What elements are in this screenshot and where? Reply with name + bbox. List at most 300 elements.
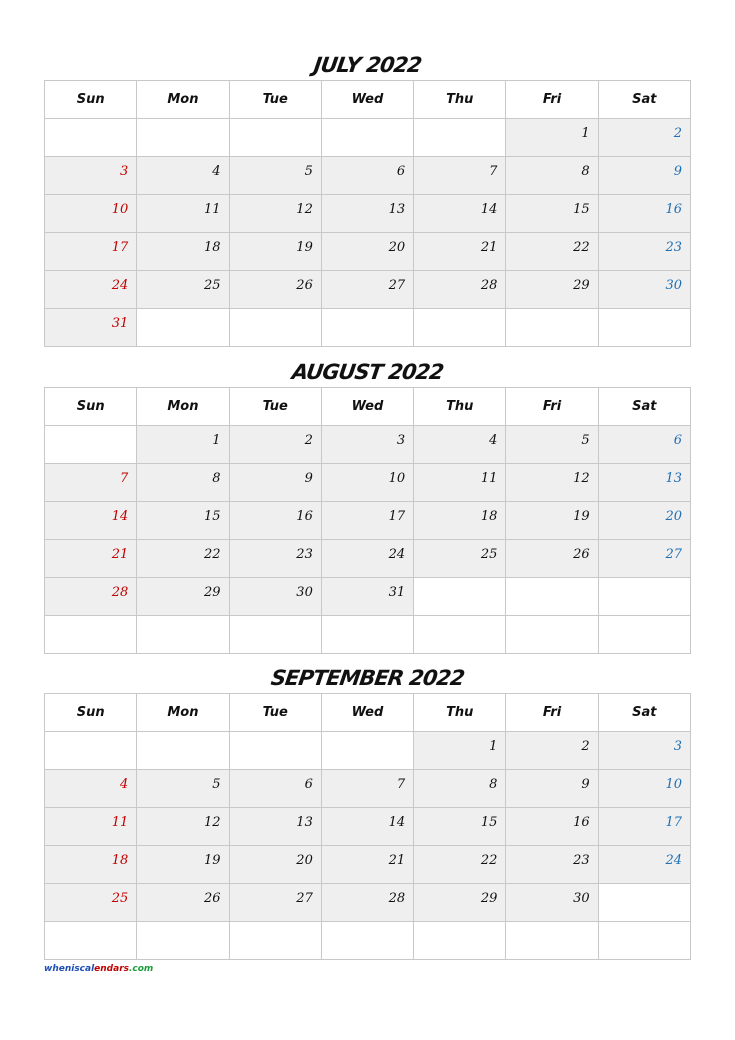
- day-number: 30: [296, 585, 313, 600]
- day-cell: [506, 770, 598, 808]
- day-number: 17: [111, 240, 129, 255]
- day-number: 12: [573, 471, 590, 486]
- footer-brand-link[interactable]: [44, 964, 153, 974]
- day-cell: [414, 157, 506, 195]
- day-cell: [321, 884, 413, 922]
- weekday-header: Mon: [137, 694, 229, 732]
- weekday-header: Wed: [321, 81, 413, 119]
- week-row: [45, 426, 691, 464]
- day-cell: [45, 271, 137, 309]
- weekday-header: Fri: [506, 81, 598, 119]
- day-cell: [45, 309, 137, 347]
- day-number: 15: [204, 509, 221, 524]
- weekday-header: Tue: [229, 388, 321, 426]
- day-number: 29: [204, 585, 221, 600]
- footer-text-part2: endars: [94, 964, 129, 974]
- weekday-header: Tue: [229, 694, 321, 732]
- day-cell: [598, 309, 690, 347]
- day-cell: [506, 808, 598, 846]
- day-cell: [598, 195, 690, 233]
- weekday-header-row: [45, 694, 691, 732]
- week-row: [45, 271, 691, 309]
- month-july: [44, 50, 691, 347]
- month-title: SEPTEMBER 2022: [269, 666, 466, 690]
- week-row: [45, 233, 691, 271]
- day-cell: [321, 271, 413, 309]
- day-cell: [414, 808, 506, 846]
- day-number: [405, 736, 413, 743]
- day-number: [405, 926, 413, 933]
- day-number: 10: [388, 471, 406, 486]
- day-cell: [414, 884, 506, 922]
- day-cell: [598, 426, 690, 464]
- day-number: [405, 123, 413, 130]
- day-number: [682, 926, 690, 933]
- day-cell: [229, 808, 321, 846]
- day-cell: [321, 464, 413, 502]
- day-cell: [414, 233, 506, 271]
- week-row: [45, 157, 691, 195]
- day-cell: [414, 119, 506, 157]
- weekday-header: Fri: [506, 388, 598, 426]
- day-number: 14: [388, 815, 406, 830]
- day-number: 25: [204, 278, 221, 293]
- day-cell: [137, 309, 229, 347]
- day-number: 8: [489, 777, 498, 792]
- day-number: [128, 736, 136, 743]
- weekday-header-row: [45, 81, 691, 119]
- day-cell: [414, 540, 506, 578]
- day-cell: [598, 464, 690, 502]
- week-row: [45, 770, 691, 808]
- day-number: [497, 582, 505, 589]
- day-number: [221, 736, 229, 743]
- day-cell: [598, 770, 690, 808]
- week-row: [45, 808, 691, 846]
- day-number: 30: [573, 891, 590, 906]
- day-cell: [137, 808, 229, 846]
- day-number: 9: [673, 164, 682, 179]
- day-cell: [598, 578, 690, 616]
- day-number: 19: [573, 509, 590, 524]
- day-cell: [229, 309, 321, 347]
- day-cell: [137, 502, 229, 540]
- day-number: 28: [111, 585, 129, 600]
- day-cell: [45, 195, 137, 233]
- day-cell: [45, 846, 137, 884]
- day-cell: [45, 157, 137, 195]
- day-number: 20: [296, 853, 313, 868]
- day-number: 14: [480, 202, 498, 217]
- week-row: [45, 195, 691, 233]
- day-number: [128, 430, 136, 437]
- day-number: [590, 926, 598, 933]
- day-number: 20: [388, 240, 406, 255]
- day-cell: [506, 233, 598, 271]
- day-number: 5: [212, 777, 221, 792]
- day-cell: [137, 846, 229, 884]
- day-number: 4: [212, 164, 221, 179]
- day-cell: [321, 426, 413, 464]
- day-number: 6: [304, 777, 313, 792]
- day-cell: [229, 233, 321, 271]
- day-cell: [598, 846, 690, 884]
- day-number: [221, 123, 229, 130]
- day-number: 11: [111, 815, 129, 830]
- day-number: 7: [489, 164, 498, 179]
- day-cell: [598, 119, 690, 157]
- day-cell: [321, 922, 413, 960]
- day-cell: [229, 732, 321, 770]
- calendar-grid: [44, 387, 691, 654]
- day-number: 2: [581, 739, 590, 754]
- day-number: 1: [489, 739, 498, 754]
- day-number: [590, 313, 598, 320]
- day-number: [128, 123, 136, 130]
- day-number: 31: [388, 585, 406, 600]
- day-number: 11: [480, 471, 498, 486]
- day-number: 21: [111, 547, 129, 562]
- day-number: 7: [120, 471, 129, 486]
- weekday-header: Sat: [598, 694, 690, 732]
- day-cell: [506, 578, 598, 616]
- day-cell: [414, 502, 506, 540]
- day-cell: [137, 884, 229, 922]
- day-number: 24: [111, 278, 129, 293]
- day-cell: [414, 616, 506, 654]
- day-number: 17: [665, 815, 682, 830]
- day-cell: [321, 195, 413, 233]
- day-number: 27: [388, 278, 406, 293]
- day-number: 2: [673, 126, 682, 141]
- day-number: [128, 926, 136, 933]
- day-number: 12: [296, 202, 313, 217]
- weekday-header: Sat: [598, 388, 690, 426]
- day-cell: [45, 922, 137, 960]
- day-cell: [506, 426, 598, 464]
- day-cell: [137, 426, 229, 464]
- day-number: 22: [573, 240, 590, 255]
- weekday-header: Sun: [45, 388, 137, 426]
- day-number: 19: [204, 853, 221, 868]
- day-number: [128, 620, 136, 627]
- day-number: [313, 313, 321, 320]
- day-number: 23: [665, 240, 682, 255]
- day-number: [590, 620, 598, 627]
- day-number: 3: [396, 433, 406, 448]
- day-cell: [506, 464, 598, 502]
- day-cell: [506, 732, 598, 770]
- week-row: [45, 464, 691, 502]
- day-cell: [506, 540, 598, 578]
- day-cell: [321, 233, 413, 271]
- day-cell: [45, 119, 137, 157]
- day-cell: [598, 157, 690, 195]
- day-number: [313, 123, 321, 130]
- day-number: [221, 313, 229, 320]
- day-cell: [598, 540, 690, 578]
- day-number: [405, 620, 413, 627]
- day-cell: [229, 271, 321, 309]
- day-number: 16: [296, 509, 313, 524]
- day-cell: [137, 271, 229, 309]
- day-cell: [45, 464, 137, 502]
- day-cell: [45, 616, 137, 654]
- day-number: 28: [388, 891, 406, 906]
- week-row: [45, 616, 691, 654]
- week-row: [45, 846, 691, 884]
- day-number: 16: [665, 202, 682, 217]
- day-number: 12: [204, 815, 221, 830]
- day-number: 23: [573, 853, 590, 868]
- day-number: [221, 926, 229, 933]
- day-cell: [321, 732, 413, 770]
- day-cell: [229, 616, 321, 654]
- day-number: 26: [204, 891, 221, 906]
- day-number: 14: [111, 509, 129, 524]
- day-cell: [229, 540, 321, 578]
- day-cell: [598, 616, 690, 654]
- day-number: 5: [304, 164, 313, 179]
- day-cell: [45, 808, 137, 846]
- day-number: 10: [665, 777, 682, 792]
- day-cell: [137, 922, 229, 960]
- day-cell: [321, 502, 413, 540]
- footer-text-part3: .com: [129, 964, 154, 974]
- weekday-header: Sun: [45, 694, 137, 732]
- day-cell: [321, 119, 413, 157]
- week-row: [45, 309, 691, 347]
- footer-text-part1: wheniscal: [44, 964, 95, 974]
- day-number: 2: [304, 433, 313, 448]
- week-row: [45, 732, 691, 770]
- weekday-header: Mon: [137, 388, 229, 426]
- day-cell: [598, 233, 690, 271]
- day-cell: [45, 426, 137, 464]
- day-number: [497, 926, 505, 933]
- day-cell: [137, 616, 229, 654]
- day-cell: [321, 578, 413, 616]
- day-cell: [229, 922, 321, 960]
- day-number: 9: [304, 471, 313, 486]
- day-number: 3: [673, 739, 682, 754]
- day-cell: [45, 770, 137, 808]
- day-cell: [229, 884, 321, 922]
- day-cell: [137, 732, 229, 770]
- month-september: [44, 663, 691, 960]
- day-number: 4: [489, 433, 498, 448]
- day-number: 31: [111, 316, 129, 331]
- day-number: 24: [388, 547, 406, 562]
- day-cell: [321, 540, 413, 578]
- day-cell: [414, 922, 506, 960]
- day-number: 23: [296, 547, 313, 562]
- day-cell: [506, 502, 598, 540]
- day-cell: [45, 540, 137, 578]
- day-number: [682, 582, 690, 589]
- day-number: [313, 736, 321, 743]
- day-cell: [506, 195, 598, 233]
- day-cell: [321, 309, 413, 347]
- day-number: 3: [120, 164, 129, 179]
- week-row: [45, 540, 691, 578]
- day-cell: [229, 502, 321, 540]
- day-number: 26: [296, 278, 313, 293]
- week-row: [45, 884, 691, 922]
- weekday-header: Mon: [137, 81, 229, 119]
- day-cell: [414, 732, 506, 770]
- day-cell: [414, 195, 506, 233]
- month-title: AUGUST 2022: [290, 360, 445, 384]
- day-number: 8: [581, 164, 590, 179]
- weekday-header: Thu: [414, 694, 506, 732]
- week-row: [45, 119, 691, 157]
- day-number: 25: [111, 891, 129, 906]
- weekday-header: Wed: [321, 388, 413, 426]
- day-cell: [137, 464, 229, 502]
- day-cell: [598, 808, 690, 846]
- day-number: 6: [396, 164, 406, 179]
- day-number: 29: [480, 891, 498, 906]
- day-number: 28: [480, 278, 498, 293]
- day-number: 24: [665, 853, 682, 868]
- day-cell: [229, 846, 321, 884]
- day-number: 13: [665, 471, 682, 486]
- day-number: 1: [581, 126, 590, 141]
- day-number: 18: [480, 509, 498, 524]
- day-cell: [229, 426, 321, 464]
- week-row: [45, 502, 691, 540]
- day-number: 27: [665, 547, 682, 562]
- day-number: 27: [296, 891, 313, 906]
- day-cell: [321, 770, 413, 808]
- weekday-header: Sun: [45, 81, 137, 119]
- day-number: 1: [212, 433, 221, 448]
- day-cell: [45, 578, 137, 616]
- day-number: [405, 313, 413, 320]
- calendar-grid: [44, 693, 691, 960]
- day-number: 8: [212, 471, 221, 486]
- day-number: 21: [388, 853, 406, 868]
- day-cell: [137, 233, 229, 271]
- day-cell: [414, 770, 506, 808]
- month-title: JULY 2022: [312, 53, 423, 77]
- day-number: 30: [665, 278, 682, 293]
- month-august: [44, 357, 691, 654]
- day-cell: [45, 502, 137, 540]
- day-number: [682, 313, 690, 320]
- day-number: [313, 620, 321, 627]
- day-number: [590, 582, 598, 589]
- day-number: 7: [396, 777, 406, 792]
- day-cell: [229, 464, 321, 502]
- day-number: 10: [111, 202, 129, 217]
- day-number: 13: [296, 815, 313, 830]
- day-cell: [137, 157, 229, 195]
- day-cell: [321, 616, 413, 654]
- day-cell: [506, 309, 598, 347]
- calendar-grid: [44, 80, 691, 347]
- day-number: 21: [480, 240, 498, 255]
- day-cell: [45, 884, 137, 922]
- day-number: 29: [573, 278, 590, 293]
- day-cell: [321, 157, 413, 195]
- day-cell: [414, 846, 506, 884]
- day-cell: [137, 119, 229, 157]
- day-number: 4: [120, 777, 129, 792]
- weekday-header: Thu: [414, 388, 506, 426]
- day-cell: [506, 846, 598, 884]
- day-cell: [137, 195, 229, 233]
- day-number: 13: [388, 202, 406, 217]
- day-number: 11: [204, 202, 221, 217]
- day-cell: [506, 922, 598, 960]
- day-cell: [598, 502, 690, 540]
- day-number: [682, 620, 690, 627]
- day-cell: [137, 578, 229, 616]
- day-cell: [45, 732, 137, 770]
- day-number: 18: [204, 240, 221, 255]
- day-number: 22: [204, 547, 221, 562]
- day-number: 16: [573, 815, 590, 830]
- day-number: 19: [296, 240, 313, 255]
- day-number: 26: [573, 547, 590, 562]
- weekday-header: Thu: [414, 81, 506, 119]
- day-number: [221, 620, 229, 627]
- day-number: [313, 926, 321, 933]
- day-cell: [229, 770, 321, 808]
- day-number: [497, 620, 505, 627]
- day-cell: [414, 426, 506, 464]
- day-cell: [321, 846, 413, 884]
- day-cell: [598, 271, 690, 309]
- day-number: [682, 888, 690, 895]
- day-cell: [414, 464, 506, 502]
- day-cell: [137, 540, 229, 578]
- day-cell: [598, 922, 690, 960]
- day-number: 15: [573, 202, 590, 217]
- week-row: [45, 578, 691, 616]
- day-number: 22: [480, 853, 498, 868]
- day-cell: [506, 884, 598, 922]
- day-cell: [321, 808, 413, 846]
- day-cell: [229, 578, 321, 616]
- day-number: [497, 123, 505, 130]
- weekday-header: Sat: [598, 81, 690, 119]
- day-cell: [506, 157, 598, 195]
- day-cell: [506, 119, 598, 157]
- day-cell: [414, 309, 506, 347]
- day-number: 18: [111, 853, 129, 868]
- day-number: 6: [673, 433, 682, 448]
- weekday-header: Wed: [321, 694, 413, 732]
- day-cell: [229, 157, 321, 195]
- day-cell: [45, 233, 137, 271]
- day-number: [497, 313, 505, 320]
- day-number: 5: [581, 433, 590, 448]
- day-number: 25: [480, 547, 498, 562]
- day-cell: [506, 271, 598, 309]
- day-number: 17: [388, 509, 406, 524]
- day-cell: [598, 884, 690, 922]
- day-cell: [229, 119, 321, 157]
- day-cell: [506, 616, 598, 654]
- day-cell: [229, 195, 321, 233]
- week-row: [45, 922, 691, 960]
- weekday-header: Tue: [229, 81, 321, 119]
- day-cell: [598, 732, 690, 770]
- weekday-header-row: [45, 388, 691, 426]
